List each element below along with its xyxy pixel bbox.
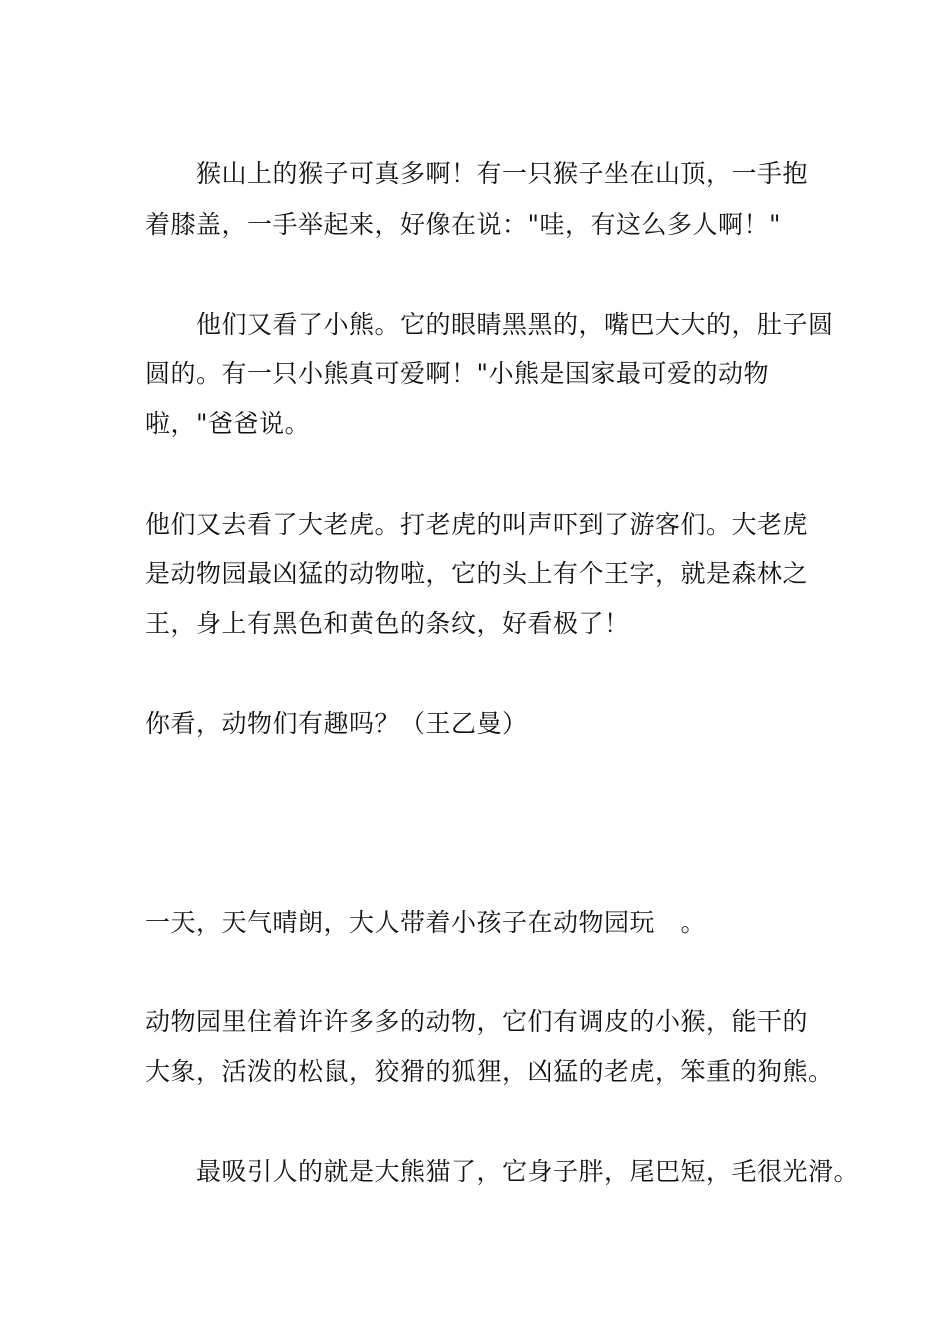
text-line: 你看，动物们有趣吗？（王乙曼） (145, 709, 528, 738)
text-line: 最吸引人的就是大熊猫了，它身子胖，尾巴短，毛很光滑。 (196, 1157, 860, 1186)
text-line: 动物园里住着许许多多的动物，它们有调皮的小猴，能干的 (145, 1007, 809, 1036)
text-line: 着膝盖，一手举起来，好像在说："哇，有这么多人啊！" (145, 210, 782, 239)
text-line: 大象，活泼的松鼠，狡猾的狐狸，凶猛的老虎，笨重的狗熊。 (145, 1057, 834, 1086)
text-line: 猴山上的猴子可真多啊！有一只猴子坐在山顶，一手抱 (196, 159, 809, 188)
text-line: 圆的。有一只小熊真可爱啊！"小熊是国家最可爱的动物 (145, 359, 770, 388)
text-line: 王，身上有黑色和黄色的条纹，好看极了！ (145, 609, 630, 638)
text-line: 他们又去看了大老虎。打老虎的叫声吓到了游客们。大老虎 (145, 510, 809, 539)
text-line: 一天，天气晴朗，大人带着小孩子在动物园玩 。 (145, 908, 707, 937)
text-line: 是动物园最凶猛的动物啦，它的头上有个王字，就是森林之 (145, 559, 809, 588)
text-line: 啦，"爸爸说。 (145, 409, 310, 438)
text-line: 他们又看了小熊。它的眼睛黑黑的，嘴巴大大的，肚子圆 (196, 310, 834, 339)
